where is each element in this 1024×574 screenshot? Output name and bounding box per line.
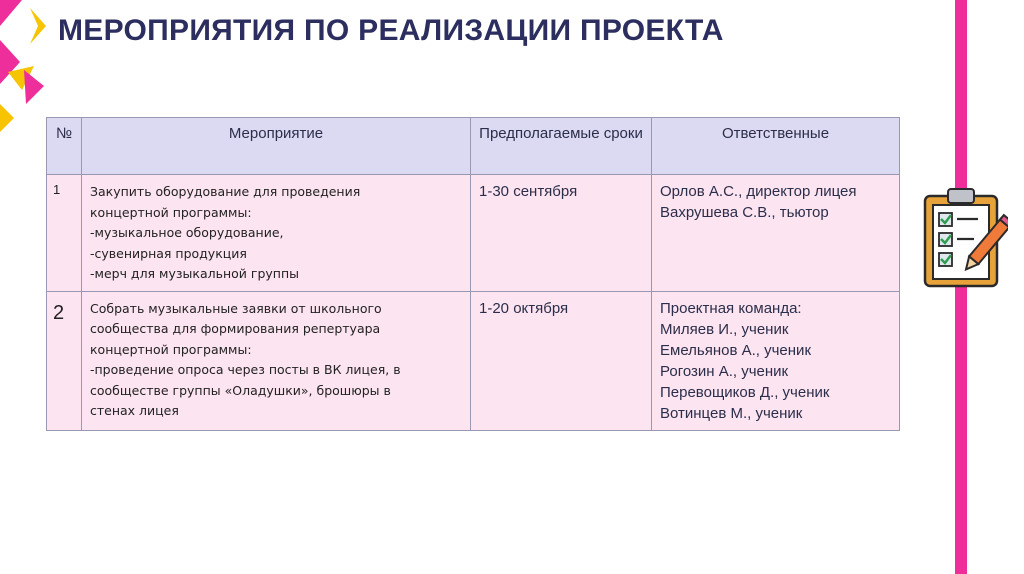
- dates-cell: 1-20 октября: [471, 291, 652, 430]
- responsible-cell: [652, 175, 900, 292]
- header-activity: Мероприятие: [82, 118, 471, 175]
- activity-line: -сувенирная продукция: [90, 245, 247, 261]
- table-header-row: [47, 118, 900, 175]
- activity-line: сообщества для формирования репертуара: [90, 321, 381, 336]
- table-row: [47, 175, 900, 292]
- header-responsible: Ответственные: [652, 118, 900, 175]
- dates-cell: 1-30 сентября: [471, 175, 652, 292]
- responsible-line: Перевощиков Д., ученик: [660, 383, 830, 401]
- row-number: 2: [47, 291, 82, 430]
- activity-line: Закупить оборудование для проведения: [90, 184, 361, 199]
- page-title: МЕРОПРИЯТИЯ ПО РЕАЛИЗАЦИИ ПРОЕКТА: [58, 14, 724, 47]
- activity-line: стенах лицея: [90, 403, 179, 418]
- responsible-cell: [652, 291, 900, 430]
- activity-line: концертной программы:: [90, 204, 252, 220]
- activity-line: -проведение опроса через посты в ВК лицея, в: [90, 362, 401, 377]
- responsible-line: Миляев И., ученик: [660, 320, 789, 338]
- activity-line: Собрать музыкальные заявки от школьного: [90, 300, 382, 316]
- activity-cell: [82, 175, 471, 292]
- responsible-line: Рогозин А., ученик: [660, 362, 789, 380]
- activity-line: сообществе группы «Оладушки», брошюры в: [90, 382, 391, 398]
- corner-decoration: [0, 0, 50, 140]
- header-dates: Предполагаемые сроки: [471, 118, 652, 175]
- row-number: 1: [47, 175, 82, 292]
- activities-table: [46, 117, 900, 431]
- responsible-line: Вахрушева С.В., тьютор: [660, 204, 829, 221]
- table-row: [47, 291, 900, 430]
- responsible-line: Орлов А.С., директор лицея: [660, 183, 857, 200]
- activity-line: -музыкальное оборудование,: [90, 225, 284, 240]
- responsible-line: Вотинцев М., ученик: [660, 404, 803, 422]
- clipboard-checklist-icon: [918, 186, 1008, 290]
- activity-cell: [82, 291, 471, 430]
- activity-line: концертной программы:: [90, 341, 252, 357]
- header-number: №: [47, 118, 82, 175]
- responsible-line: Емельянов А., ученик: [660, 341, 812, 359]
- activity-line: -мерч для музыкальной группы: [90, 266, 299, 281]
- responsible-line: Проектная команда:: [660, 299, 802, 317]
